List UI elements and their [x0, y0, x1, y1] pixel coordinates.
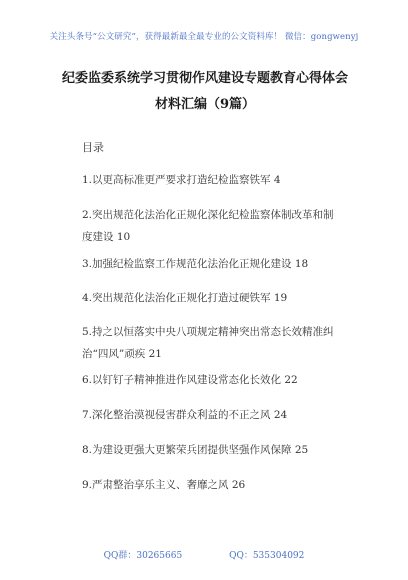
toc-item-9[interactable]: 9.严肃整治享乐主义、奢靡之风 26 — [82, 479, 246, 491]
toc-item-6[interactable]: 6.以钉钉子精神推进作风建设常态化长效化 22 — [82, 374, 298, 386]
footer-qq-group: QQ群：30265665 — [103, 551, 183, 561]
toc-item-8[interactable]: 8.为建设更强大更繁荣兵团提供坚强作风保障 25 — [82, 444, 309, 456]
header-promo-line: 关注头条号“公文研究”，获得最新最全最专业的公文资料库！ 微信：gongwenyj — [49, 32, 359, 42]
toc-item-7[interactable]: 7.深化整治漠视侵害群众利益的不正之风 24 — [82, 409, 288, 421]
toc-heading: 目录 — [82, 141, 104, 154]
document-title: 纪委监委系统学习贯彻作风建设专题教育心得体会材料汇编（9篇） — [61, 71, 348, 112]
toc-item-3[interactable]: 3.加强纪检监察工作规范化法治化正规化建设 18 — [82, 258, 309, 270]
toc-item-5[interactable]: 5.持之以恒落实中央八项规定精神突出常态长效精准纠治“四风”顽疾 21 — [82, 326, 334, 360]
toc-item-1[interactable]: 1.以更高标准更严要求打造纪检监察铁军 4 — [82, 174, 281, 186]
footer-contact — [0, 548, 408, 561]
toc-item-2[interactable]: 2.突出规范化法治化正规化深化纪检监察体制改革和制度建设 10 — [82, 209, 334, 243]
toc-item-4[interactable]: 4.突出规范化法治化正规化打造过硬铁军 19 — [82, 292, 288, 304]
footer-qq: QQ：535304092 — [229, 551, 305, 561]
